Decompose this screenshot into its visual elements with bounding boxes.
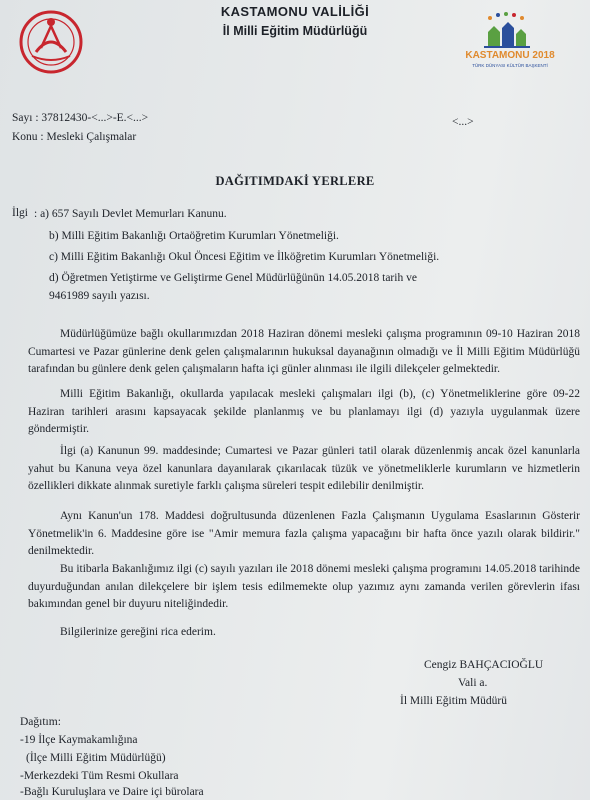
- ilgi-label: İlgi: [12, 207, 28, 219]
- addressee-title: DAĞITIMDAKİ YERLERE: [215, 174, 375, 188]
- distribution-label: Dağıtım:: [20, 716, 61, 728]
- konu-field: Konu : Mesleki Çalışmalar: [12, 131, 137, 143]
- ilgi-item: b) Milli Eğitim Bakanlığı Ortaöğretim Kurumları Yönetmeliği.: [49, 230, 339, 242]
- distribution-item: -Bağlı Kuruluşlara ve Daire içi bürolara: [20, 786, 204, 798]
- ilgi-item: c) Milli Eğitim Bakanlığı Okul Öncesi Eğitim ve İlköğretim Kurumları Yönetmeliği.: [49, 251, 440, 263]
- body-paragraph: İlgi (a) Kanunun 99. maddesinde; Cumartesi ve Pazar günleri tatil olarak düzenlenmiş ancak özel kanunlarla yahut bu Kanuna veya özel kanunlara dayanılarak çıkarılacak tüzük ve yönetmeliklerle kurumların ve hizmetlerin özellikleri dikkate alınmak suretiyle farklı çalışma süreleri tespit edilebilir denilmiştir.: [28, 445, 580, 492]
- logo-title: KASTAMONU 2018: [465, 50, 555, 61]
- signatory-name: Cengiz BAHÇACIOĞLU: [424, 659, 544, 671]
- body-paragraph: Aynı Kanun'un 178. Maddesi doğrultusunda düzenlenen Fazla Çalışmanın Uygulama Esaslarının Gösterir Yönetmelik'in 6. Maddesine göre ise "Amir memura fazla çalışma yapacağını bir hafta önce yazılı olarak bildirir." denilmektedir.: [28, 510, 580, 557]
- ilgi-item: : a) 657 Sayılı Devlet Memurları Kanunu.: [34, 208, 227, 220]
- distribution-item: (İlçe Milli Eğitim Müdürlüğü): [26, 752, 166, 764]
- kastamonu-2018-logo: [448, 10, 568, 72]
- sayi-field: Sayı : 37812430-<...>-E.<...>: [12, 112, 149, 124]
- body-paragraph: Bu itibarla Bakanlığımız ilgi (c) sayılı yazıları ile 2018 dönemi mesleki çalışma programını 14.05.2018 tarihinde duyurduğundan anılan dilekçelere bir işlem tesis edilmemekte olup yazımız aynı zamanda verilen görevlerin ifası bakımından genel bir duyuru niteliğindedir.: [28, 563, 580, 610]
- skyline-icon: [448, 10, 568, 50]
- date-placeholder: <...>: [452, 116, 474, 128]
- logo-subtitle: TÜRK DÜNYASI KÜLTÜR BAŞKENTİ: [472, 63, 548, 68]
- ilgi-item: 9461989 sayılı yazısı.: [49, 290, 150, 302]
- closing-line: Bilgilerinize gereğini rica ederim.: [60, 626, 216, 638]
- header-title: KASTAMONU VALİLİĞİ: [220, 4, 370, 19]
- distribution-item: -19 İlçe Kaymakamlığına: [20, 734, 138, 746]
- signatory-role: Vali a.: [458, 677, 488, 689]
- header-subtitle: İl Milli Eğitim Müdürlüğü: [222, 24, 368, 38]
- signatory-title: İl Milli Eğitim Müdürü: [400, 695, 508, 707]
- distribution-item: -Merkezdeki Tüm Resmi Okullara: [20, 770, 179, 782]
- body-paragraph: Milli Eğitim Bakanlığı, okullarda yapılacak mesleki çalışmaları ilgi (b), (c) Yönetmeliklerine göre 09-22 Haziran tarihleri arasını kapsayacak şekilde planlanmış ve bu planlamayı ilgi (d) yazıyla uygulanmak üzere göndermiştir.: [28, 388, 580, 435]
- ilgi-item: d) Öğretmen Yetiştirme ve Geliştirme Genel Müdürlüğünün 14.05.2018 tarih ve: [49, 272, 417, 284]
- meb-logo: [16, 2, 86, 76]
- body-paragraph: Müdürlüğümüze bağlı okullarımızdan 2018 Haziran dönemi mesleki çalışma programının 09-10 Haziran 2018 Cumartesi ve Pazar günlerine denk gelen çalışmalarının hukuksal dayanağının olmadığı ve İl Milli Eğitim Müdürlüğü tarafından bu günlere denk gelen çalışmaların hafta içi günler alınması ile ilgili dilekçeler gelmektedir.: [28, 328, 580, 375]
